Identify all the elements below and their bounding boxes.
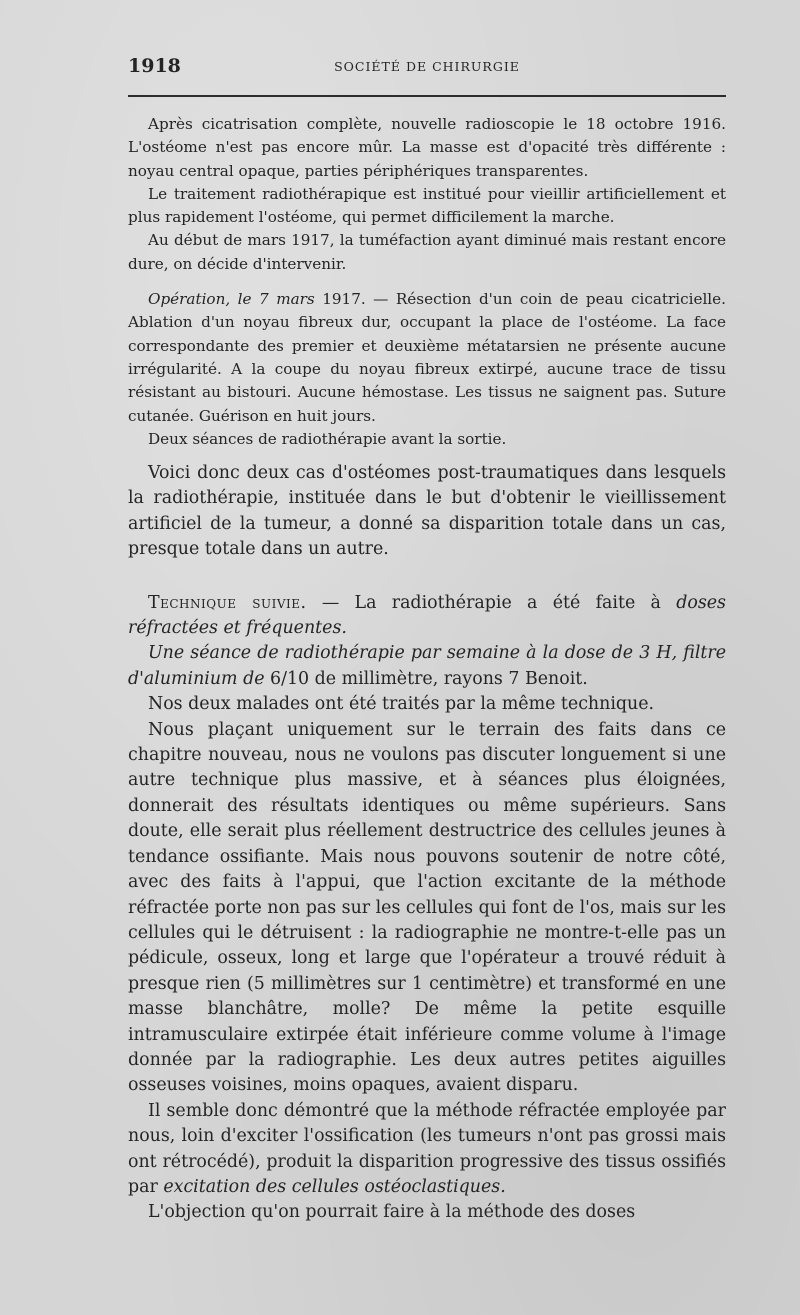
header-rule [128,95,726,97]
paragraph-objection: L'objection qu'on pourrait faire à la méthode des doses [148,1202,636,1223]
paragraph-argument: Nous plaçant uniquement sur le terrain des faits dans ce chapitre nouveau, nous ne voulons pas discuter longuement si une autre technique plus massive, et à séances plus éloignées, donnerait des résultats identiques ou même supérieurs. Sans doute, elle serait plus réellement destructrice des cellules jeunes à tendance ossifiante. Mais nous pouvons soutenir de notre côté, avec des faits à l'appui, que l'action excitante de la méthode réfractée porte non pas sur les cellules qui font de l'os, mais sur les cellules qui le détruisent : la radiographie ne montre-t-elle pas un pédicule, osseux, long et large que l'opérateur a trouvé réduit à presque rien (5 millimètres sur 1 centimètre) et transformé en une masse blanchâtre, molle? De même la petite esquille intramusculaire extirpée était inférieure comme volume à l'image donnée par la radiographie. Les deux autres petites aiguilles osseuses voisines, moins opaques, avaient disparu. [128,719,726,1096]
discussion-text [128,461,726,1226]
conclusion-text: Il semble donc démontré que la méthode réfractée employée par nous, loin d'exciter l'ossification (les tumeurs n'ont pas grossi mais ont rétrocédé), produit la disparition progressive des tissus ossifiés par [128,1100,726,1197]
paragraph-decision: Au début de mars 1917, la tuméfaction ayant diminué mais restant encore dure, on décide d'intervenir. [128,231,726,273]
paragraph-same-technique: Nos deux malades ont été traités par la même technique. [148,694,655,715]
case-report-text [128,113,726,451]
page-header [128,55,726,81]
dose-italic-text: Une séance de radiothérapie par semaine à la dose de 3 H, filtre d'aluminium de [128,643,726,689]
conclusion-italic: excitation des cellules ostéoclastiques. [163,1176,506,1197]
technique-heading: Technique suivie. [148,592,307,613]
paragraph-technique [128,591,726,642]
page-number: 1918 [128,55,181,77]
running-head: SOCIÉTÉ DE CHIRURGIE [334,59,520,74]
operation-description: 1917. — Résection d'un coin de peau cicatricielle. Ablation d'un noyau fibreux dur, occupant la place de l'ostéome. La face correspondante des premier et deuxième métatarsien ne présente aucune irrégularité. A la coupe du noyau fibreux extirpé, aucune trace de tissu résistant au bistouri. Aucune hémostase. Les tissus ne saignent pas. Suture cutanée. Guérison en huit jours. [128,290,726,425]
dose-rest-text: 6/10 de millimètre, rayons 7 Benoit. [264,668,588,689]
operation-date-label: Opération, le 7 mars [148,290,315,309]
technique-doses: doses réfractées et fréquentes. [128,592,726,639]
paragraph-dose [128,641,726,692]
paragraph-summary: Voici donc deux cas d'ostéomes post-traumatiques dans lesquels la radiothérapie, instituée dans le but d'obtenir le vieillissement artificiel de la tumeur, a donné sa disparition totale dans un cas, presque totale dans un autre. [128,463,726,560]
paragraph-radioscopy: Après cicatrisation complète, nouvelle radioscopie le 18 octobre 1916. L'ostéome n'est pas encore mûr. La masse est d'opacité très différente : noyau central opaque, parties périphériques transparentes. [128,115,726,180]
technique-dash-text: — La radiothérapie a été faite à [306,592,677,613]
paragraph-operation [128,288,726,428]
paragraph-sessions: Deux séances de radiothérapie avant la sortie. [148,429,507,448]
paragraph-treatment: Le traitement radiothérapique est institué pour vieillir artificiellement et plus rapidement l'ostéome, qui permet difficilement la marche. [128,184,726,227]
paragraph-conclusion [128,1099,726,1201]
